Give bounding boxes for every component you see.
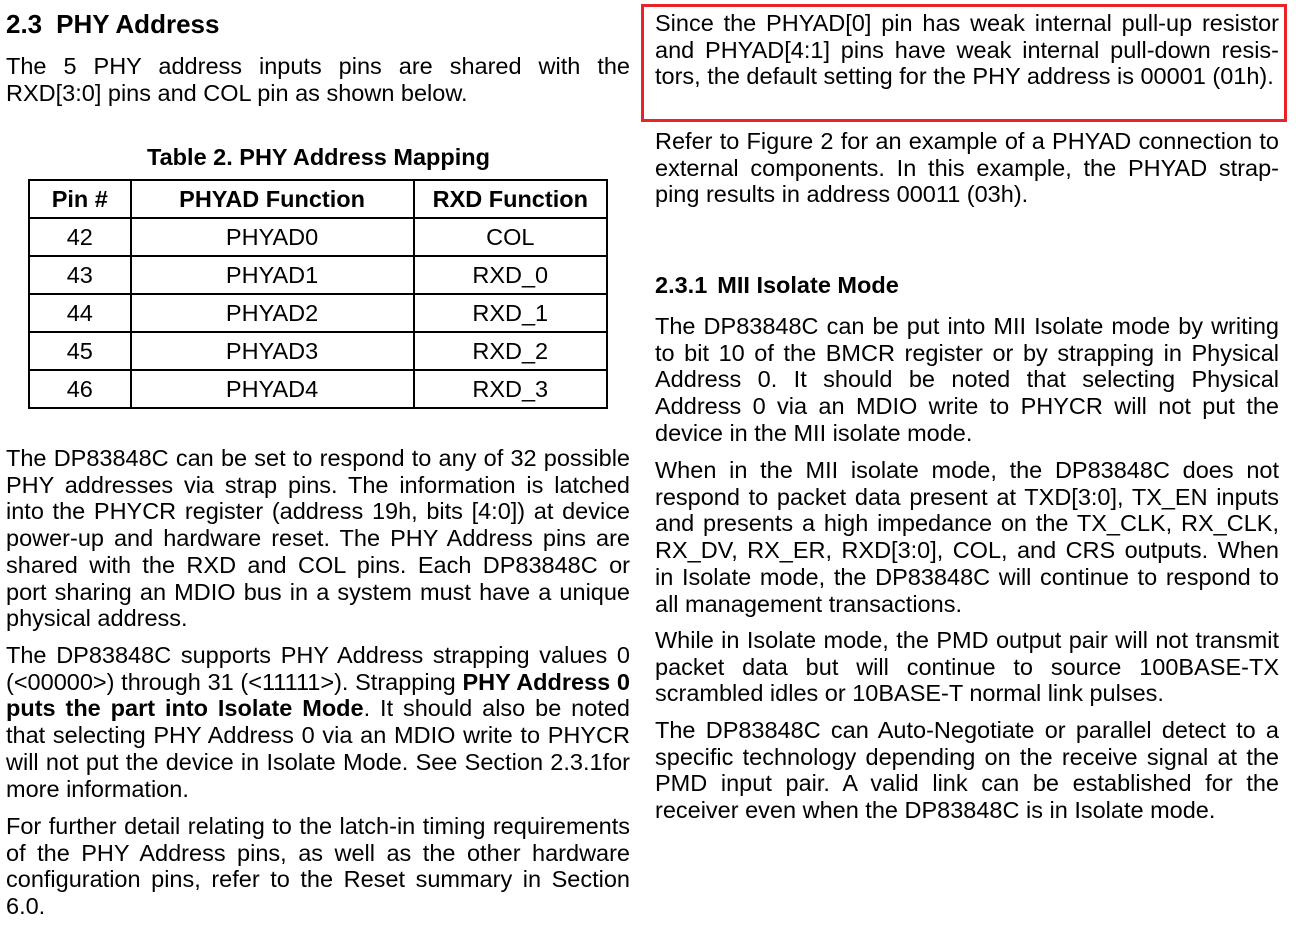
cell-phyad: PHYAD2 xyxy=(131,294,414,332)
paragraph-isolate-mode-entry: The DP83848C can be put into MII Isolate mode by writing to bit 10 of the BMCR register or by strapping in Physical Address 0. It should be noted that selecting Physical Address 0 via an MDIO write to PHYCR will not put the device in the MII isolate mode. xyxy=(655,313,1279,446)
cell-rxd: RXD_2 xyxy=(414,332,607,370)
cell-phyad: PHYAD4 xyxy=(131,370,414,408)
table-caption: Table 2. PHY Address Mapping xyxy=(147,144,490,170)
cell-phyad: PHYAD3 xyxy=(131,332,414,370)
subsection-title: MII Isolate Mode xyxy=(717,272,899,298)
table-header-row xyxy=(29,180,607,218)
cell-phyad: PHYAD0 xyxy=(131,218,414,256)
cell-pin: 42 xyxy=(29,218,131,256)
phy-address-table xyxy=(28,179,608,409)
paragraph-strapping-values xyxy=(6,642,630,802)
header-pin: Pin # xyxy=(29,180,131,218)
header-rxd-function: RXD Function xyxy=(414,180,607,218)
cell-pin: 46 xyxy=(29,370,131,408)
subsection-number: 2.3.1 xyxy=(655,272,708,298)
paragraph-text: The DP83848C supports PHY Address strapping values 0 (<00000>) through 31 (<11111>). Strapping xyxy=(6,642,630,695)
paragraph-pmd-output: While in Isolate mode, the PMD output pair will not transmit packet data but will continue to source 100BASE-TX scrambled idles or 10BASE-T normal link pulses. xyxy=(655,627,1279,707)
intro-paragraph: The 5 PHY address inputs pins are shared with the RXD[3:0] pins and COL pin as shown below. xyxy=(6,53,630,106)
paragraph-isolate-mode-behavior: When in the MII isolate mode, the DP83848C does not respond to packet data present at TXD[3:0], TX_EN inputs and presents a high impedance on the TX_CLK, RX_CLK, RX_DV, RX_ER, RXD[3:0], COL, and CRS outputs. When in Isolate mode, the DP83848C will continue to respond to all management transactions. xyxy=(655,457,1279,617)
cell-rxd: RXD_0 xyxy=(414,256,607,294)
table-row xyxy=(29,370,607,408)
table-row xyxy=(29,218,607,256)
highlighted-paragraph: Since the PHYAD[0] pin has weak internal pull-up resistor and PHYAD[4:1] pins have weak internal pull-down resis-tors, the default setting for the PHY address is 00001 (01h). xyxy=(655,10,1279,90)
cell-pin: 44 xyxy=(29,294,131,332)
table-row xyxy=(29,256,607,294)
paragraph-auto-negotiate: The DP83848C can Auto-Negotiate or parallel detect to a specific technology depending on the receive signal at the PMD input pair. A valid link can be established for the receiver even when the DP83848C is in Isolate mode. xyxy=(655,717,1279,824)
table-row xyxy=(29,332,607,370)
section-number: 2.3 xyxy=(6,9,43,39)
table-row xyxy=(29,294,607,332)
isolate-mode-emphasis: PHY Address 0 puts the part into Isolate Mode xyxy=(6,668,631,722)
paragraph-strap-pins: The DP83848C can be set to respond to any of 32 possible PHY addresses via strap pins. The information is latched into the PHYCR register (address 19h, bits [4:0]) at device power-up and hardware reset. The PHY Address pins are shared with the RXD and COL pins. Each DP83848C or port sharing an MDIO bus in a system must have a unique physical address. xyxy=(6,445,630,632)
subsection-heading xyxy=(655,270,899,300)
cell-pin: 43 xyxy=(29,256,131,294)
paragraph-latch-timing: For further detail relating to the latch-in timing requirements of the PHY Address pins, as well as the other hardware configuration pins, refer to the Reset summary in Section 6.0. xyxy=(6,813,630,920)
header-phyad-function: PHYAD Function xyxy=(131,180,414,218)
section-heading xyxy=(6,6,219,42)
cell-rxd: COL xyxy=(414,218,607,256)
paragraph-text: . It should also be noted that selecting PHY Address 0 via an MDIO write to PHYCR will not put the device in Isolate Mode. See Section 2.3.1for more information. xyxy=(6,695,630,802)
cell-rxd: RXD_3 xyxy=(414,370,607,408)
cell-pin: 45 xyxy=(29,332,131,370)
section-title: PHY Address xyxy=(56,9,220,39)
paragraph-figure-reference: Refer to Figure 2 for an example of a PHYAD connection to external components. In this example, the PHYAD strap-ping results in address 00011 (03h). xyxy=(655,128,1279,208)
cell-phyad: PHYAD1 xyxy=(131,256,414,294)
cell-rxd: RXD_1 xyxy=(414,294,607,332)
